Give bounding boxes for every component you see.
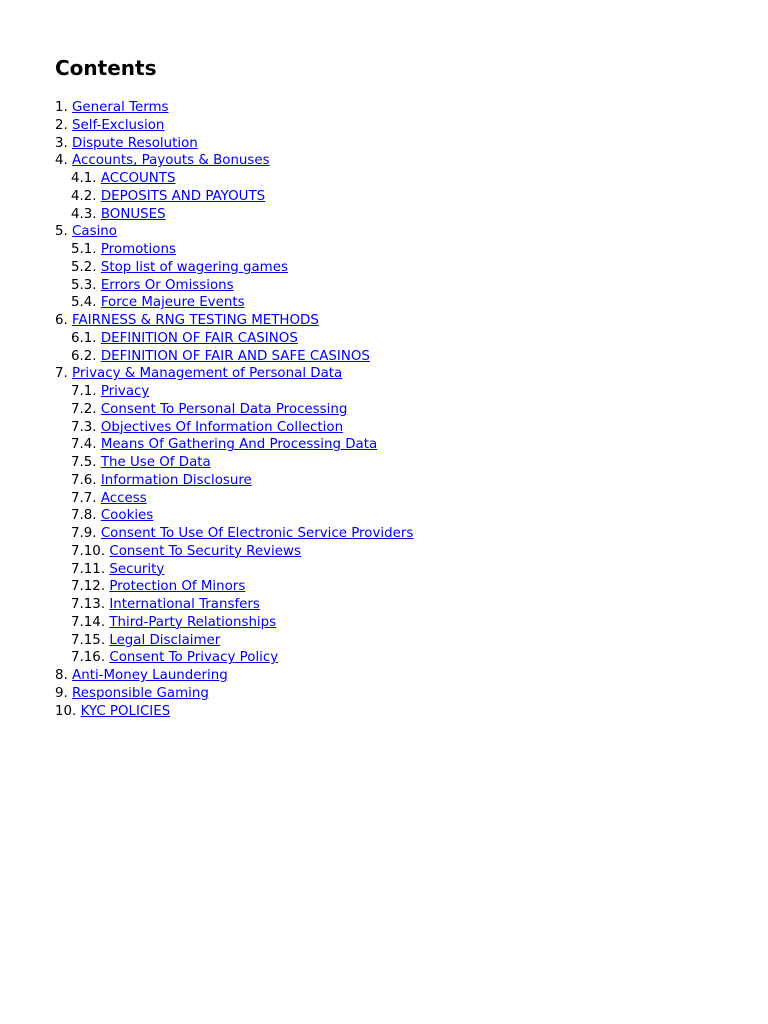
toc-item-number: 7.6. [71, 472, 97, 488]
toc-item-number: 7.4. [71, 437, 97, 453]
toc-item-number: 6.2. [71, 348, 97, 364]
toc-item-number: 8. [55, 668, 68, 683]
toc-item [55, 525, 745, 543]
toc-item-link[interactable]: Means Of Gathering And Processing Data [100, 437, 378, 453]
toc-item-number: 10. [55, 703, 77, 719]
toc-item-link[interactable]: BONUSES [100, 206, 166, 222]
toc-item [55, 490, 745, 508]
toc-item-number: 7.15. [71, 632, 106, 648]
toc-item [55, 348, 745, 366]
toc-item-link[interactable]: Stop list of wagering games [100, 259, 288, 275]
toc-item-number: 9. [55, 685, 68, 701]
toc-item-number: 7.1. [71, 384, 97, 399]
toc-item-number: 5. [55, 224, 68, 240]
page-title: Contents [55, 56, 157, 80]
toc-item-number: 4.3. [71, 206, 97, 222]
toc-item-number: 7.12. [71, 579, 106, 595]
toc-item-link[interactable]: Legal Disclaimer [109, 632, 221, 648]
toc-item-link[interactable]: Privacy & Management of Personal Data [72, 366, 343, 382]
toc-item-link[interactable]: Access [100, 490, 147, 506]
toc-item-link[interactable]: General Terms [72, 100, 169, 115]
toc-item-number: 7.11. [71, 561, 106, 577]
toc-item-link[interactable]: KYC POLICIES [80, 703, 171, 719]
toc-item-number: 7.2. [71, 401, 97, 417]
toc-item [55, 152, 745, 170]
toc-item-number: 6.1. [71, 330, 97, 346]
toc-item [55, 170, 745, 188]
toc-item-link[interactable]: Consent To Privacy Policy [109, 650, 279, 666]
toc-item [55, 649, 745, 667]
toc-item-number: 5.1. [71, 242, 97, 257]
toc-item-link[interactable]: Consent To Use Of Electronic Service Providers [100, 526, 414, 541]
toc-item-number: 2. [55, 117, 68, 133]
toc-item [55, 241, 745, 259]
toc-item [55, 401, 745, 419]
toc-item-link[interactable]: ACCOUNTS [100, 171, 176, 186]
toc-item-number: 4.1. [71, 171, 97, 186]
toc-item-link[interactable]: Consent To Personal Data Processing [100, 401, 348, 417]
toc-item-number: 7.14. [71, 614, 106, 630]
toc-item-number: 5.2. [71, 259, 97, 275]
toc-item-number: 4. [55, 153, 68, 169]
toc-item-link[interactable]: Cookies [100, 508, 154, 524]
toc-item [55, 277, 745, 295]
toc-item-link[interactable]: Security [109, 561, 165, 577]
toc-item [55, 117, 745, 135]
toc-item-link[interactable]: Accounts, Payouts & Bonuses [72, 153, 270, 169]
toc-item [55, 596, 745, 614]
toc-item [55, 667, 745, 685]
toc-item-number: 7.7. [71, 490, 97, 506]
toc-item-link[interactable]: DEFINITION OF FAIR CASINOS [100, 330, 298, 346]
toc-item-link[interactable]: Force Majeure Events [100, 295, 245, 311]
toc-item-number: 7.8. [71, 508, 97, 524]
toc-item-number: 6. [55, 313, 68, 328]
toc-item-number: 7.13. [71, 597, 106, 612]
toc-item [55, 578, 745, 596]
toc-item-number: 7.16. [71, 650, 106, 666]
toc-item [55, 312, 745, 330]
toc-item [55, 188, 745, 206]
toc-item-link[interactable]: Information Disclosure [100, 472, 252, 488]
toc-item [55, 507, 745, 525]
toc-item-number: 7. [55, 366, 68, 382]
toc-item-link[interactable]: Anti-Money Laundering [72, 668, 228, 683]
toc-item [55, 685, 745, 703]
toc-item-number: 7.3. [71, 419, 97, 435]
toc-item [55, 383, 745, 401]
toc-item-number: 7.5. [71, 455, 97, 470]
toc-item-number: 1. [55, 100, 68, 115]
table-of-contents [55, 99, 745, 720]
toc-item-link[interactable]: Responsible Gaming [72, 685, 209, 701]
toc-item-link[interactable]: Promotions [100, 242, 176, 257]
toc-item-number: 3. [55, 135, 68, 151]
toc-item [55, 632, 745, 650]
toc-item [55, 419, 745, 437]
toc-item [55, 135, 745, 153]
toc-item-link[interactable]: Consent To Security Reviews [109, 543, 301, 559]
toc-item [55, 543, 745, 561]
toc-item-link[interactable]: Protection Of Minors [109, 579, 246, 595]
toc-item [55, 703, 745, 721]
toc-item [55, 223, 745, 241]
toc-item-link[interactable]: Self-Exclusion [72, 117, 165, 133]
toc-item-link[interactable]: DEPOSITS AND PAYOUTS [100, 188, 266, 204]
toc-item-link[interactable]: Objectives Of Information Collection [100, 419, 344, 435]
toc-item [55, 99, 745, 117]
toc-item-link[interactable]: The Use Of Data [100, 455, 211, 470]
toc-item [55, 472, 745, 490]
toc-item [55, 614, 745, 632]
toc-item-number: 7.9. [71, 526, 97, 541]
toc-item-link[interactable]: International Transfers [109, 597, 260, 612]
toc-item [55, 294, 745, 312]
toc-item-link[interactable]: Dispute Resolution [72, 135, 198, 151]
toc-item [55, 436, 745, 454]
toc-item-link[interactable]: DEFINITION OF FAIR AND SAFE CASINOS [100, 348, 370, 364]
toc-item-link[interactable]: FAIRNESS & RNG TESTING METHODS [72, 313, 319, 328]
toc-item-number: 5.3. [71, 277, 97, 293]
toc-item [55, 259, 745, 277]
toc-item-link[interactable]: Casino [72, 224, 117, 240]
toc-item-link[interactable]: Third-Party Relationships [109, 614, 277, 630]
toc-item [55, 206, 745, 224]
toc-item-link[interactable]: Privacy [100, 384, 150, 399]
toc-item [55, 365, 745, 383]
toc-item [55, 330, 745, 348]
toc-item-number: 5.4. [71, 295, 97, 311]
toc-item-number: 4.2. [71, 188, 97, 204]
toc-item [55, 561, 745, 579]
toc-item-number: 7.10. [71, 543, 106, 559]
toc-item-link[interactable]: Errors Or Omissions [100, 277, 234, 293]
document-page [55, 56, 745, 720]
toc-item [55, 454, 745, 472]
